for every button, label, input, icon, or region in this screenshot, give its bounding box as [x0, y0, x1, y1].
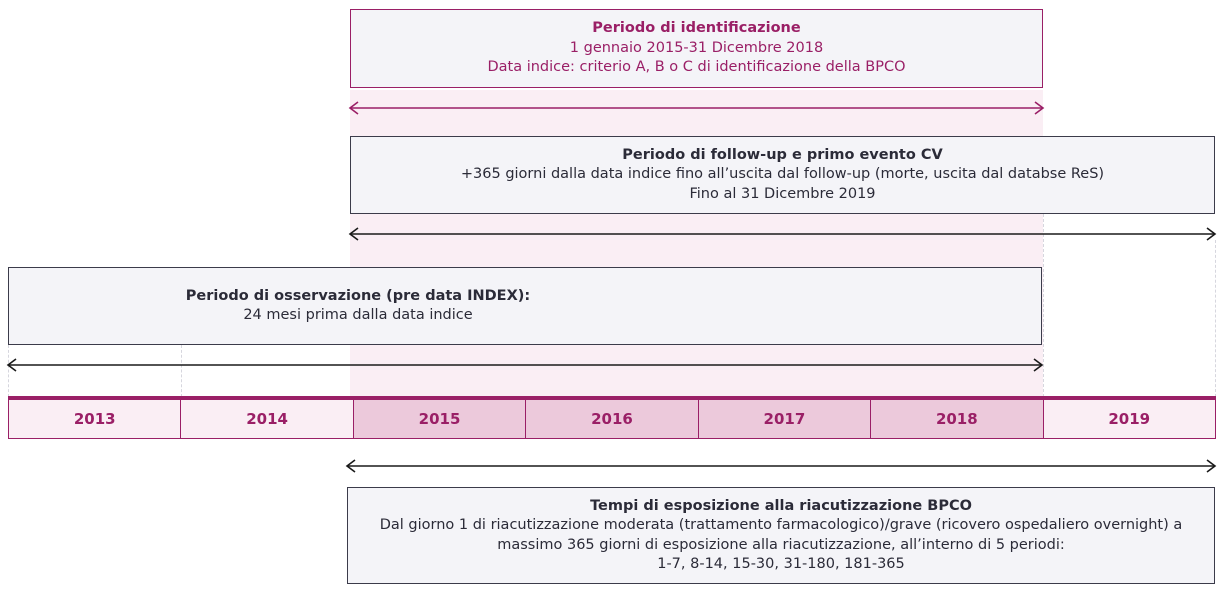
- identification-dates: 1 gennaio 2015-31 Dicembre 2018: [569, 39, 824, 56]
- year-2017: 2017: [699, 400, 871, 438]
- observation-description: 24 mesi prima dalla data indice: [243, 307, 473, 323]
- identification-index-date: Data indice: criterio A, B o C di identificazione della BPCO: [487, 59, 906, 76]
- follow-up-description: +365 giorni dalla data indice fino all’uscita dal follow-up (morte, uscita dal databse ReS): [460, 166, 1105, 183]
- observation-period-arrow: [8, 359, 1042, 371]
- year-2019: 2019: [1044, 400, 1216, 438]
- year-2015: 2015: [354, 400, 526, 438]
- exposure-period-arrow: [347, 460, 1215, 472]
- identification-title: Periodo di identificazione: [592, 20, 801, 37]
- exposure-description: Dal giorno 1 di riacutizzazione moderata (trattamento farmacologico)/grave (ricovero ospedaliero overnight) a massimo 365 giorni di esposizione alla riacutizzazione, all’interno di 5 periodi:: [379, 517, 1183, 553]
- year-2016: 2016: [526, 400, 698, 438]
- year-2014: 2014: [181, 400, 353, 438]
- exposure-title: Tempi di esposizione alla riacutizzazione BPCO: [590, 497, 972, 514]
- follow-up-end-date: Fino al 31 Dicembre 2019: [689, 185, 876, 202]
- year-2018: 2018: [871, 400, 1043, 438]
- follow-up-period-arrow: [350, 228, 1215, 240]
- exposure-periods: 1-7, 8-14, 15-30, 31-180, 181-365: [657, 556, 905, 572]
- observation-title: Periodo di osservazione (pre data INDEX):: [185, 287, 531, 304]
- follow-up-title: Periodo di follow-up e primo evento CV: [622, 146, 943, 163]
- identification-period-arrow: [350, 102, 1043, 114]
- year-2013: 2013: [9, 400, 181, 438]
